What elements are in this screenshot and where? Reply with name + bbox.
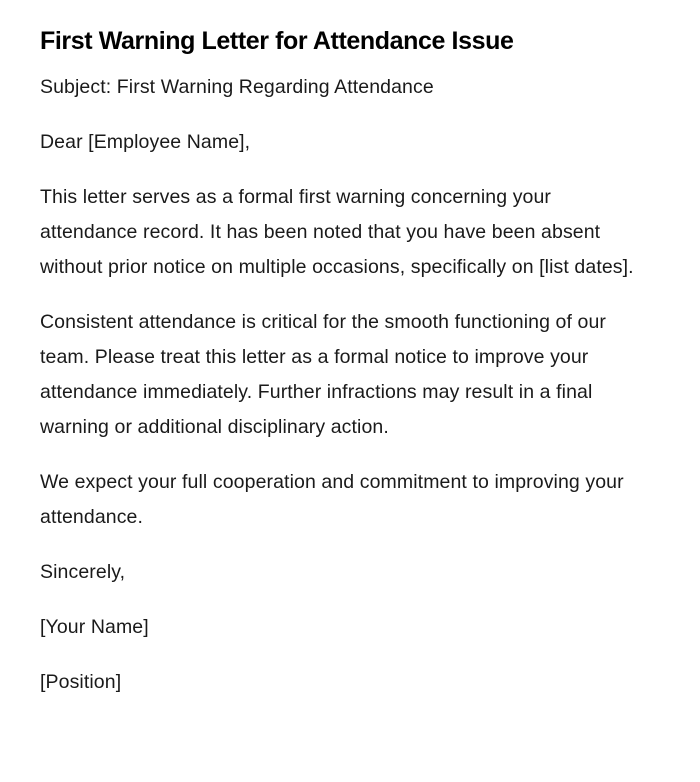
letter-paragraph-3: We expect your full cooperation and commitment to improving your attendance.: [40, 471, 624, 528]
letter-paragraph-1: This letter serves as a formal first warning concerning your attendance record. It has been noted that you have been absent without prior notice on multiple occasions, specifically on [list dates].: [40, 186, 634, 278]
letter-salutation: Dear [Employee Name],: [40, 131, 251, 153]
letter-subject: Subject: First Warning Regarding Attendance: [40, 76, 434, 98]
letter-paragraph-2: Consistent attendance is critical for the smooth functioning of our team. Please treat this letter as a formal notice to improve your attendance immediately. Further infractions may result in a final warning or additional disciplinary action.: [40, 311, 607, 438]
letter-title: First Warning Letter for Attendance Issue: [40, 27, 514, 55]
signature-position: [Position]: [40, 671, 122, 693]
letter-closing: Sincerely,: [40, 561, 126, 583]
signature-name: [Your Name]: [40, 616, 149, 638]
